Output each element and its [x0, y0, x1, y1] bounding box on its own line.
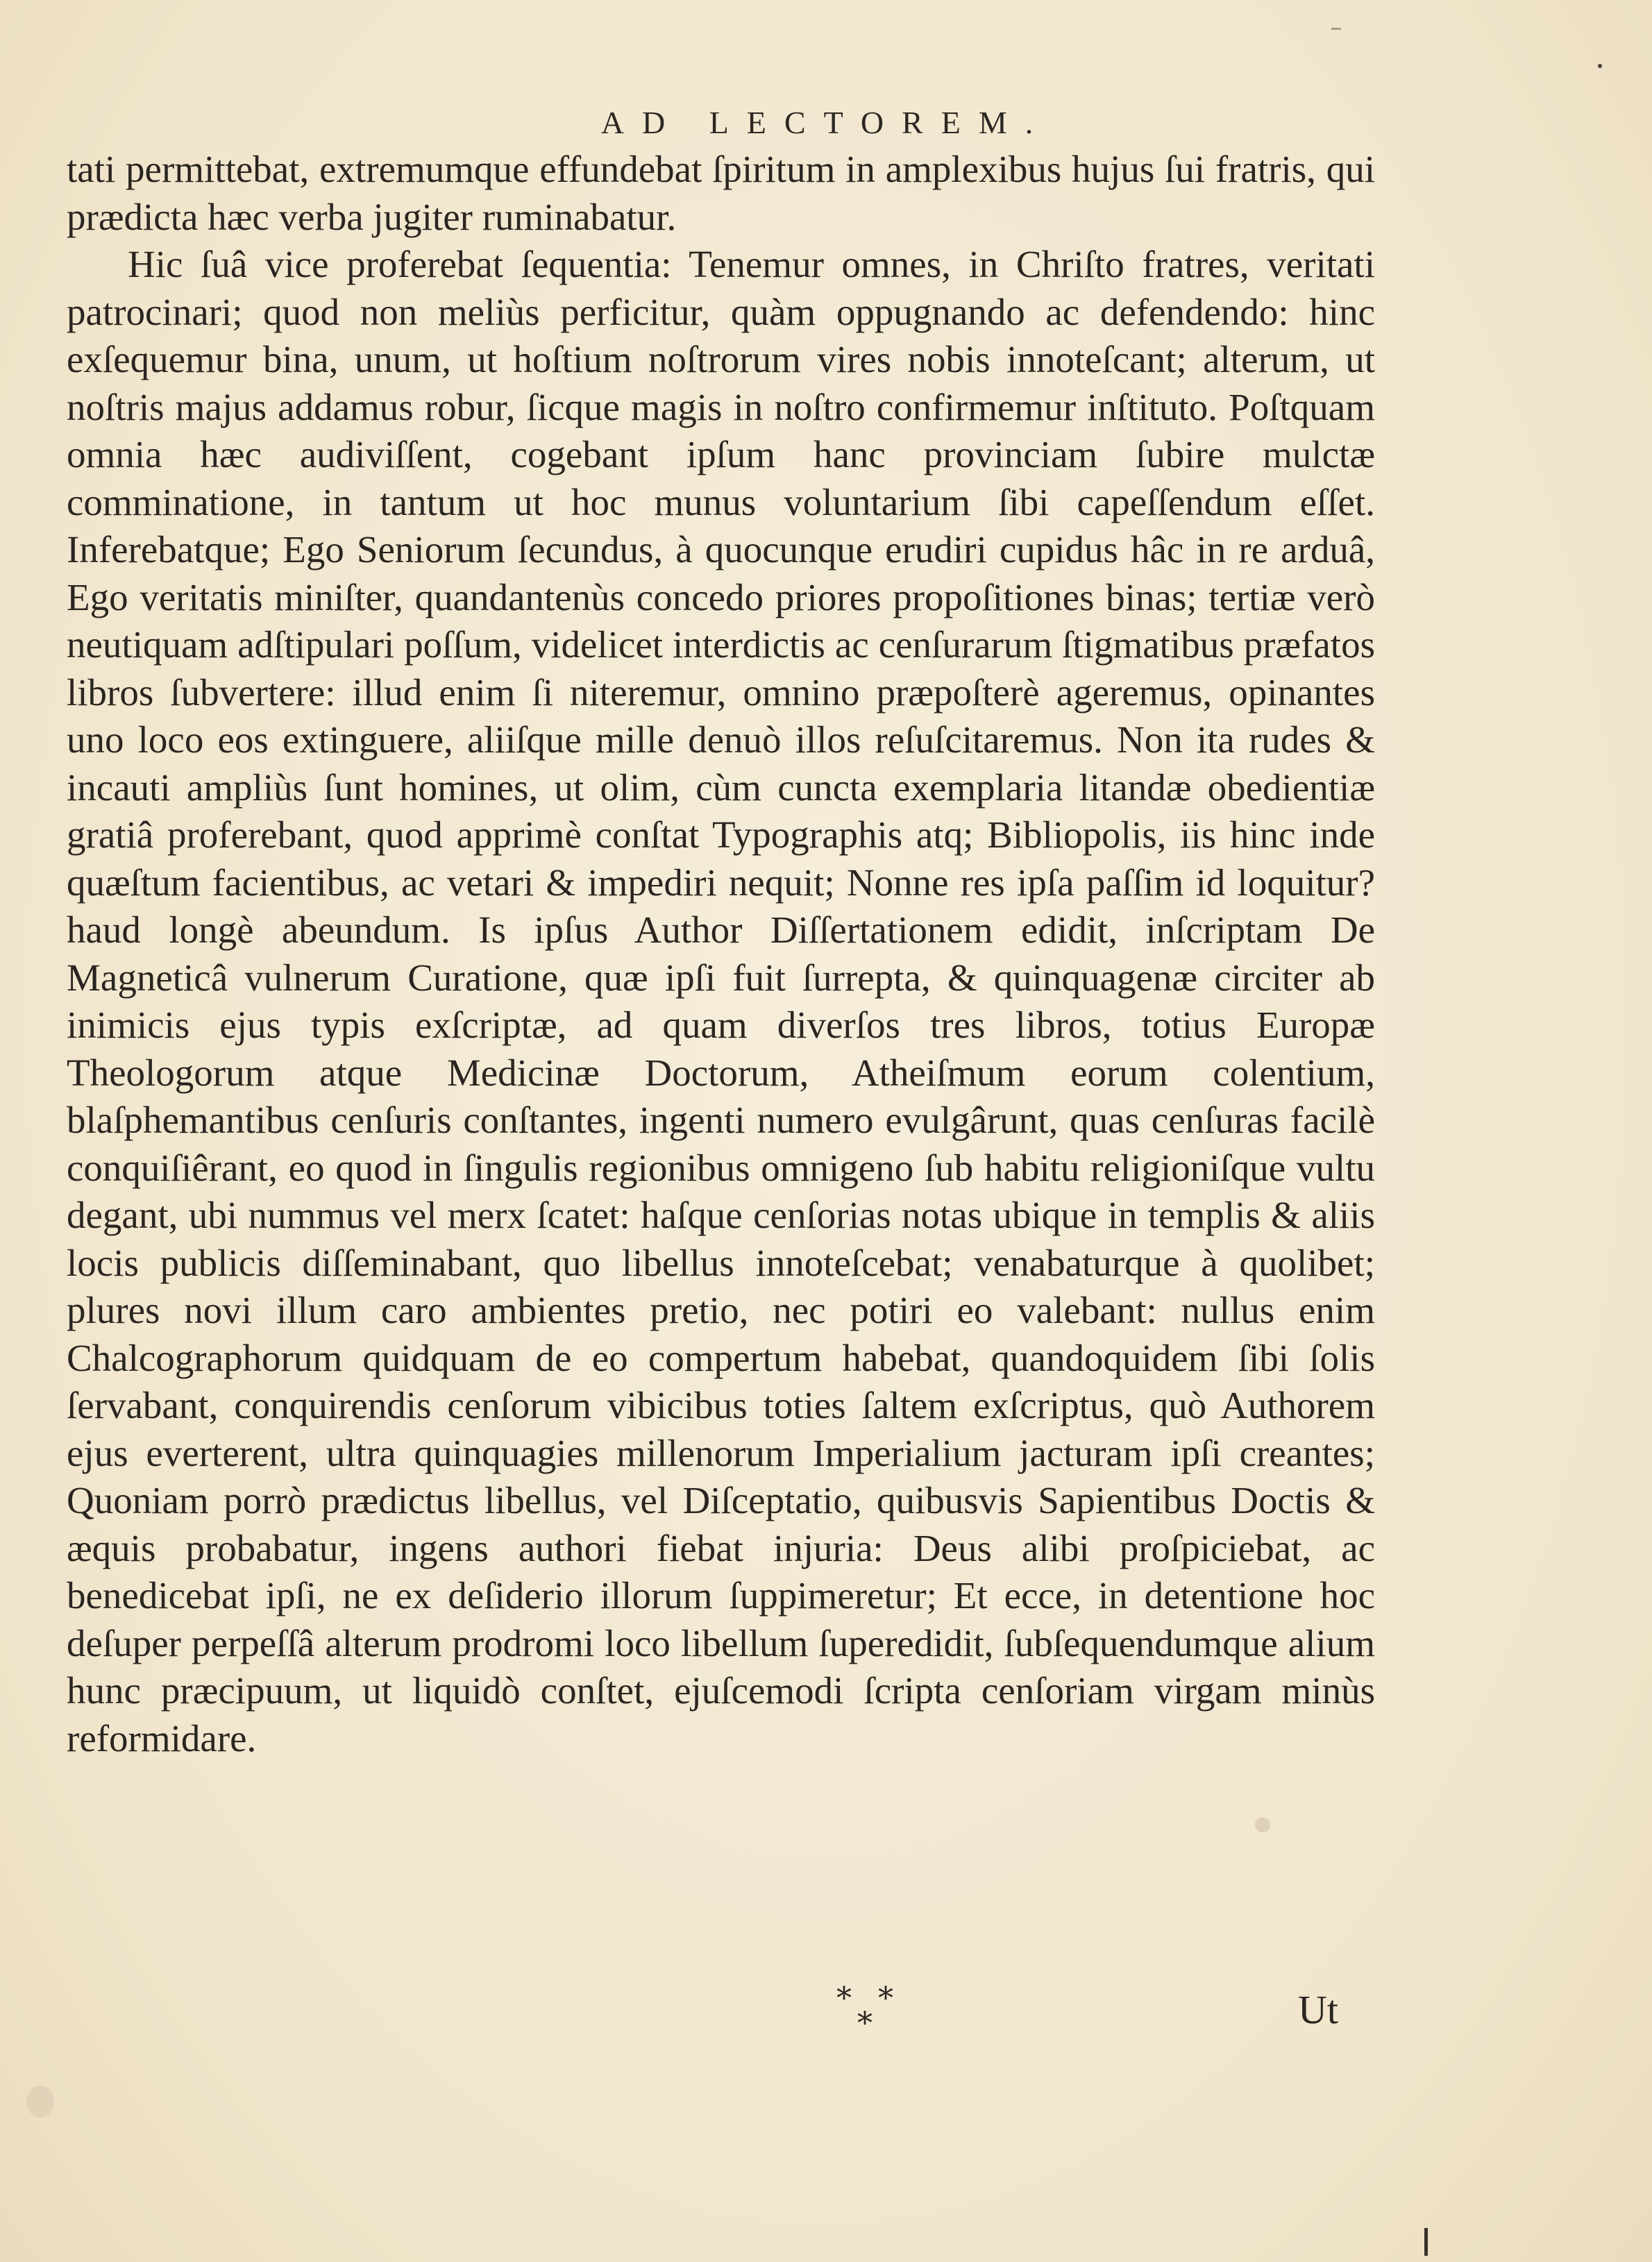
paper-stain [26, 2086, 54, 2118]
signature-mark [836, 1981, 920, 2046]
body-text [67, 146, 1375, 1762]
asterisk-icon: * [878, 1981, 893, 2016]
paragraph-continuation: tati permittebat, extremumque effundebat ſpiritum in amplexibus hujus ſui fratris, qui prædicta hæc verba jugiter ruminabatur. [67, 148, 1375, 238]
asterisk-icon: * [836, 1981, 852, 2016]
asterisk-icon: * [857, 2006, 873, 2041]
paragraph-main: Hic ſuâ vice proferebat ſequentia: Tenemur omnes, in Chriſto fratres, veritati patrocinari; quod non meliùs perficitur, quàm oppugnando ac defendendo: hinc exſequemur bina, unum, ut hoſtium noſtrorum vires nobis innoteſcant; alterum, ut noſtris majus addamus robur, ſicque magis in noſtro confirmemur inſtituto. Poſtquam omnia hæc audiviſſent, cogebant ipſum hanc provinciam ſubire mulctæ comminatione, in tantum ut hoc munus voluntarium ſibi capeſſendum eſſet. Inferebatque; Ego Seniorum ſecundus, à quocunque erudiri cupidus hâc in re arduâ, Ego veritatis miniſter, quandantenùs concedo priores propoſitiones binas; tertiæ verò neutiquam adſtipulari poſſum, videlicet interdictis ac cenſurarum ſtigmatibus præfatos libros ſubvertere: illud enim ſi niteremur, omnino præpoſterè ageremus, opinantes uno loco eos extinguere, aliiſque mille denuò illos reſuſcitaremus. Non ita rudes & incauti ampliùs ſunt homines, ut olim, cùm cuncta exemplaria litandæ obedientiæ gratiâ proferebant, quod apprimè conſtat Typographis atq; Bibliopolis, iis hinc inde quæſtum facientibus, ac vetari & impediri nequit; Nonne res ipſa paſſim id loquitur? haud longè abeundum. Is ipſus Author Diſſertationem edidit, inſcriptam De Magneticâ vulnerum Curatione, quæ ipſi fuit ſurrepta, & quinquagenæ circiter ab inimicis ejus typis exſcriptæ, ad quam diverſos tres libros, totius Europæ Theologorum atque Medicinæ Doctorum, Atheiſmum eorum colentium, blaſphemantibus cenſuris conſtantes, ingenti numero evulgârunt, quas cenſuras facilè conquiſiêrant, eo quod in ſingulis regionibus omnigeno ſub habitu religioniſque vultu degant, ubi nummus vel merx ſcatet: haſque cenſorias notas ubique in templis & aliis locis publicis diſſeminabant, quo libellus innoteſcebat; venabaturque à quolibet; plures novi illum caro ambientes pretio, nec potiri eo valebant: nullus enim Chalcographorum quidquam de eo compertum habebat, quandoquidem ſibi ſolis ſervabant, conquirendis cenſorum vibicibus toties ſaltem exſcriptus, quò Authorem ejus everterent, ultra quinquagies millenorum Imperialium jacturam ipſi creantes; Quoniam porrò prædictus libellus, vel Diſceptatio, quibusvis Sapientibus Doctis & æquis probabatur, ingens authori fiebat injuria: Deus alibi proſpiciebat, ac benedicebat ipſi, ne ex deſiderio illorum ſuppimeretur; Et ecce, in detentione hoc deſuper perpeſſâ alterum prodromi loco libellum ſuperedidit, ſubſequendumque alium hunc præcipuum, ut liquidò conſtet, ejuſcemodi ſcripta cenſoriam virgam minùs reformidare. [67, 243, 1375, 1759]
running-head: AD LECTOREM. [600, 105, 1052, 140]
catchword: Ut [1298, 1987, 1338, 2032]
page-speck [1598, 64, 1602, 68]
page-speck [1331, 28, 1341, 30]
page-edge-mark [1424, 2228, 1428, 2256]
paper-stain [1255, 1817, 1270, 1832]
